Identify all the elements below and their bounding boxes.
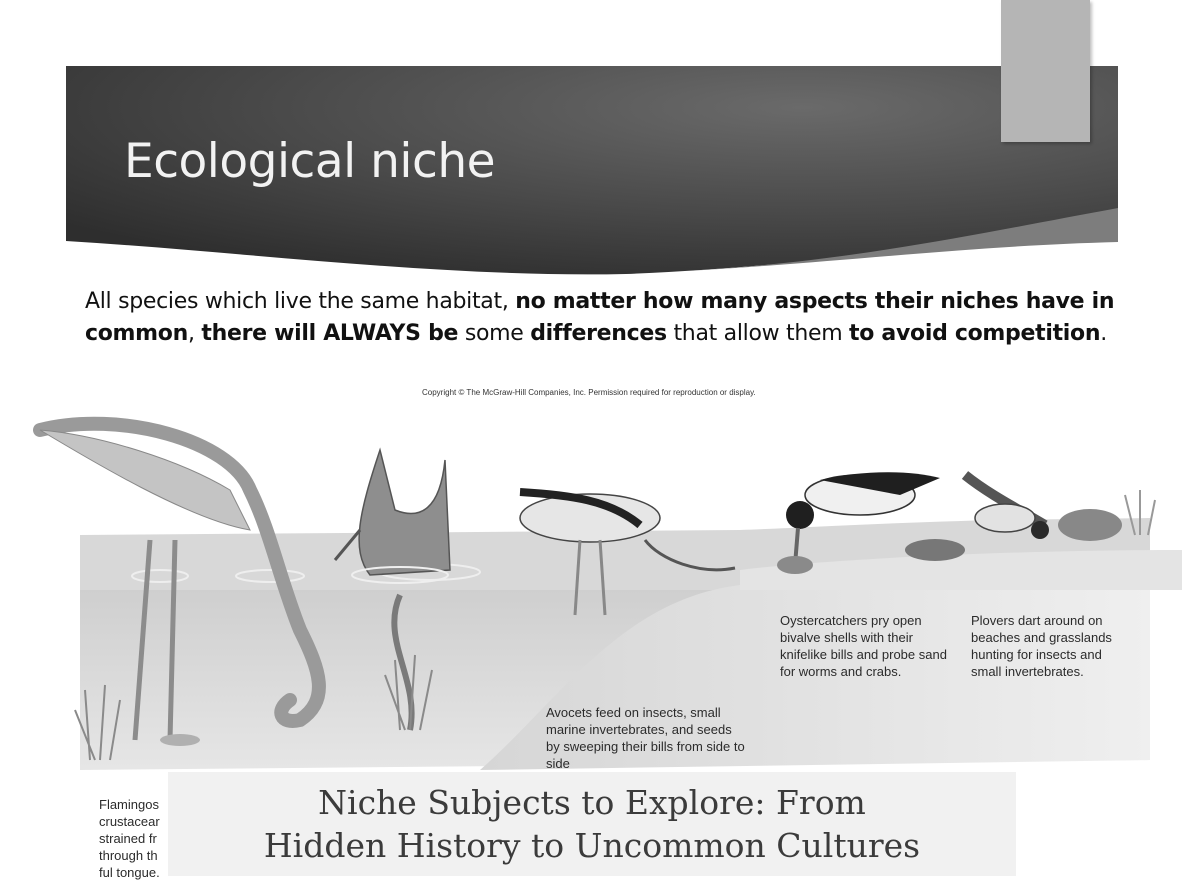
body-text-plain: some <box>458 321 531 346</box>
article-title-overlay <box>168 772 1016 876</box>
flamingo-caption-line: through th <box>99 848 158 863</box>
avocet-caption: Avocets feed on insects, small marine invertebrates, and seeds by sweeping their bills from side to side <box>546 705 745 771</box>
body-text-plain: . <box>1100 321 1107 346</box>
slide-body-text <box>85 286 1135 350</box>
body-text-bold: to avoid competition <box>849 321 1101 346</box>
oystercatcher-caption: Oystercatchers pry open bivalve shells with their knifelike bills and probe sand for worms and crabs. <box>780 613 947 679</box>
slide-title: Ecological niche <box>124 134 496 189</box>
body-text-plain: All species which live the same habitat, <box>85 289 516 314</box>
flamingo-caption-line: strained fr <box>99 831 157 846</box>
flamingo-caption-line: ful tongue. <box>99 865 160 880</box>
flamingo-caption-line: crustacear <box>99 814 160 829</box>
body-text-bold: differences <box>530 321 667 346</box>
copyright-notice: Copyright © The McGraw-Hill Companies, Inc. Permission required for reproduction or display. <box>422 388 756 397</box>
flamingo-caption <box>99 796 174 881</box>
body-text-bold: there will ALWAYS be <box>201 321 459 346</box>
decorative-tab <box>1001 0 1090 142</box>
plover-caption: Plovers dart around on beaches and grasslands hunting for insects and small invertebrates. <box>971 613 1112 679</box>
article-title: Niche Subjects to Explore: From Hidden History to Uncommon Cultures <box>263 783 921 865</box>
body-text-plain: that allow them <box>666 321 850 346</box>
body-text-plain: , <box>187 321 202 346</box>
body-text-bold: no matter how many aspects their niches have in common <box>85 289 1115 346</box>
flamingo-caption-line: Flamingos <box>99 797 159 812</box>
